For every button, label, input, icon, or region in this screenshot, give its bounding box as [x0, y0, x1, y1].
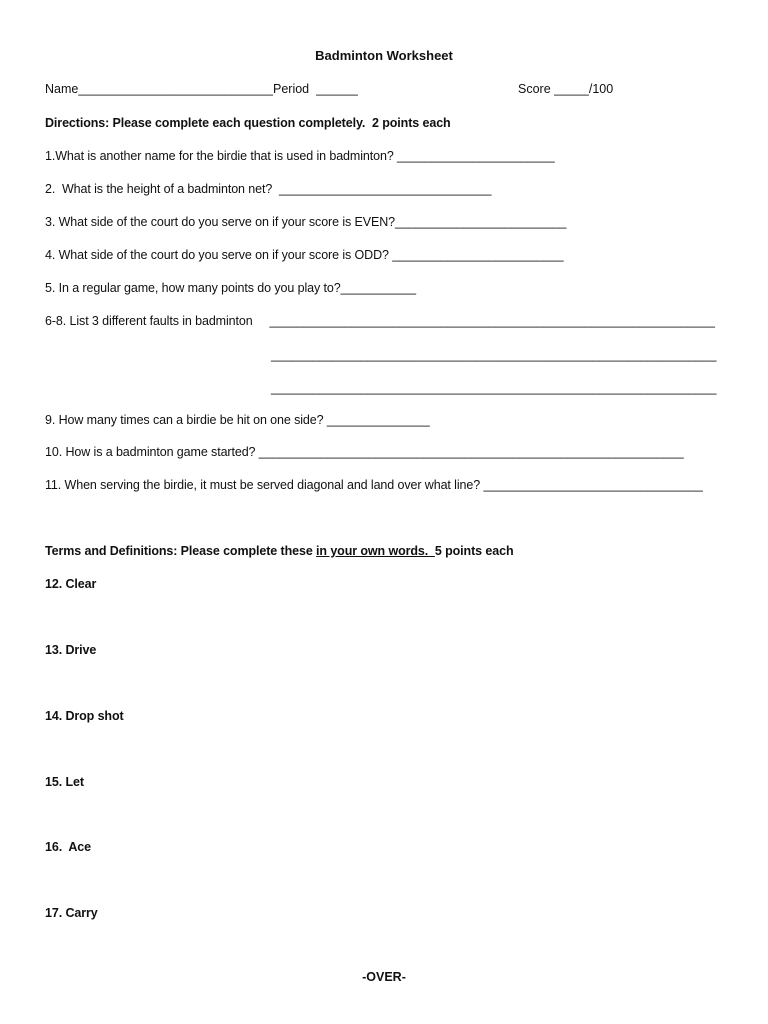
terms-heading-prefix: Terms and Definitions: Please complete these [45, 544, 317, 558]
question-10: 10. How is a badminton game started? ______________________________________________________________ [45, 445, 684, 459]
question-3: 3. What side of the court do you serve on if your score is EVEN?_________________________ [45, 215, 567, 229]
over-footer: -OVER- [362, 970, 406, 984]
worksheet-title: Badminton Worksheet [315, 48, 453, 63]
term-14: 14. Drop shot [45, 709, 124, 723]
question-2: 2. What is the height of a badminton net? _______________________________ [45, 182, 492, 196]
score-line: Score _____/100 [518, 82, 614, 96]
question-6-8: 6-8. List 3 different faults in badminton _________________________________________________________________ [45, 314, 715, 328]
terms-heading-underlined: in your own words. [316, 544, 435, 558]
term-15: 15. Let [45, 775, 84, 789]
fault-answer-line: _________________________________________________________________ [271, 381, 717, 395]
term-16: 16. Ace [45, 840, 91, 854]
term-12: 12. Clear [45, 577, 97, 591]
question-9: 9. How many times can a birdie be hit on one side? _______________ [45, 413, 430, 427]
terms-heading [45, 543, 513, 559]
term-17: 17. Carry [45, 906, 98, 920]
name-period-line: Name____________________________Period ______ [45, 82, 358, 96]
question-4: 4. What side of the court do you serve on if your score is ODD? _________________________ [45, 248, 564, 262]
term-13: 13. Drive [45, 643, 97, 657]
terms-heading-suffix: 5 points each [434, 544, 514, 558]
question-5: 5. In a regular game, how many points do you play to?___________ [45, 281, 416, 295]
directions: Directions: Please complete each question completely. 2 points each [45, 116, 451, 130]
question-1: 1.What is another name for the birdie that is used in badminton? _______________________ [45, 149, 555, 163]
fault-answer-line: _________________________________________________________________ [271, 348, 717, 362]
question-11: 11. When serving the birdie, it must be served diagonal and land over what line? ________________________________ [45, 478, 703, 492]
